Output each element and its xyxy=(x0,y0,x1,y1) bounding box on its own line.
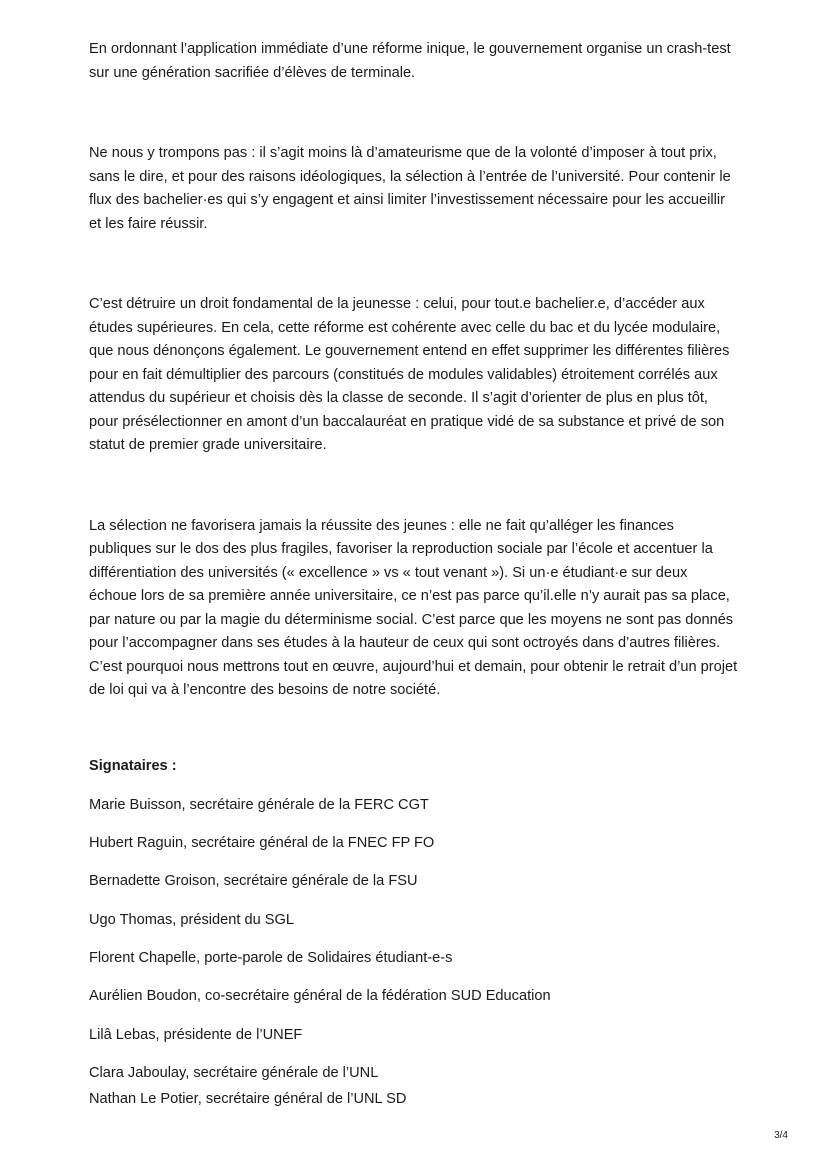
signatory-item: Bernadette Groison, secrétaire générale de la FSU xyxy=(89,873,418,890)
signatories-list xyxy=(89,795,739,1110)
paragraph-fundamental-right: C’est détruire un droit fondamental de la jeunesse : celui, pour tout.e bachelier.e, d’accéder aux études supérieures. En cela, cette réforme est cohérente avec celle du bac et du lycée modulaire, que nous dénonçons également. Le gouvernement entend en effet supprimer les différentes filières pour en fait démultiplier des parcours (constitués de modules validables) étroitement corrélés aux attendus du supérieur et choisis dès la classe de seconde. Il s’agit d’orienter de plus en plus tôt, pour présélectionner en amont d’un baccalauréat en pratique vidé de sa substance et privé de son statut de premier grade universitaire. xyxy=(89,296,730,453)
page-number: 3/4 xyxy=(774,1130,788,1141)
paragraph-selection-success: La sélection ne favorisera jamais la réussite des jeunes : elle ne fait qu’alléger les finances publiques sur le dos des plus fragiles, favoriser la reproduction sociale par l’école et accentuer la différentiation des universités (« excellence » vs « tout venant »). Si un·e étudiant·e sur deux échoue lors de sa première année universitaire, ce n’est pas parce qu’il.elle n’y aurait pas sa place, par nature ou par la magie du déterminisme social. C’est parce que les moyens ne sont pas donnés pour l’accompagner dans ses études à la hauteur de ceux qui sont octroyés dans d’autres filières. C’est pourquoi nous mettrons tout en œuvre, aujourd’hui et demain, pour obtenir le retrait d’un projet de loi qui va à l’encontre des besoins de notre société. xyxy=(89,517,738,698)
document-body xyxy=(89,38,739,1109)
signatory-item: Nathan Le Potier, secrétaire général de l’UNL SD xyxy=(89,1091,407,1108)
signatory-item: Florent Chapelle, porte-parole de Solidaires étudiant-e-s xyxy=(89,950,453,967)
signatory-item: Clara Jaboulay, secrétaire générale de l’UNL xyxy=(89,1065,379,1082)
paragraph-selection-university: Ne nous y trompons pas : il s’agit moins là d’amateurisme que de la volonté d’imposer à tout prix, sans le dire, et pour des raisons idéologiques, la sélection à l’entrée de l’université. Pour contenir le flux des bachelier·es qui s’y engagent et ainsi limiter l’investissement nécessaire pour les accueillir et les faire réussir. xyxy=(89,145,731,232)
signatory-item: Aurélien Boudon, co-secrétaire général de la fédération SUD Education xyxy=(89,988,551,1005)
signatory-item: Ugo Thomas, président du SGL xyxy=(89,911,294,928)
signatory-item: Lilâ Lebas, présidente de l’UNEF xyxy=(89,1026,303,1043)
paragraph-reform-crash-test: En ordonnant l’application immédiate d’une réforme inique, le gouvernement organise un crash-test sur une génération sacrifiée d’élèves de terminale. xyxy=(89,41,731,81)
signatory-item: Hubert Raguin, secrétaire général de la FNEC FP FO xyxy=(89,834,435,851)
signatories-heading: Signataires : xyxy=(89,757,177,774)
signatory-item: Marie Buisson, secrétaire générale de la FERC CGT xyxy=(89,796,429,813)
